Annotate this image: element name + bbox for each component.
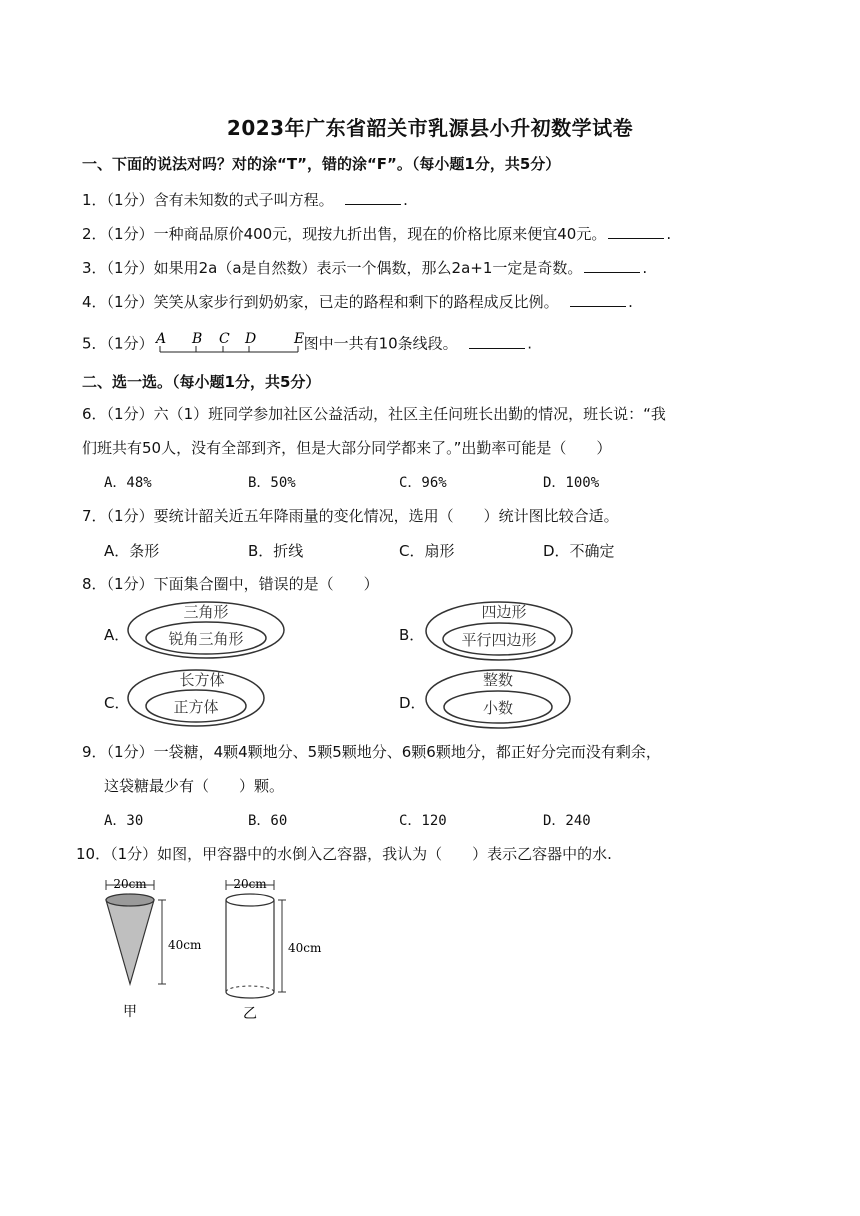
option-a[interactable]: A．48%: [104, 475, 152, 491]
outer-set-label: 三角形: [183, 603, 229, 621]
cylinder-height-label: 40cm: [288, 941, 322, 955]
question-8-line-1: 8．（1分）下面集合圈中，错误的是（ ）: [82, 575, 379, 593]
option-c[interactable]: C．120: [399, 813, 447, 829]
question-9-line-1: 9．（1分）一袋糖，4颗4颗地分、5颗5颗地分、6颗6颗地分，都正好分完而没有剩余，: [82, 743, 661, 761]
question-text: 图中一共有10条线段。: [303, 334, 458, 353]
question-number: 3．: [82, 259, 107, 277]
container-figure: [92, 872, 328, 1024]
question-number: 2．: [82, 225, 107, 243]
outer-set-label: 四边形: [481, 603, 527, 621]
question-5: [82, 330, 532, 358]
question-end: .: [403, 191, 408, 209]
question-7-line-1: 7．（1分）要统计韶关近五年降雨量的变化情况，选用（ ）统计图比较合适。: [82, 507, 619, 525]
set-diagram-b: [424, 600, 576, 662]
inner-set-label: 锐角三角形: [168, 630, 244, 648]
option-c[interactable]: C．: [104, 694, 130, 712]
cylinder-top-label: 20cm: [233, 877, 267, 891]
set-diagram-a: [126, 600, 290, 660]
question-text: 含有未知数的式子叫方程。: [153, 191, 334, 209]
inner-set-label: 小数: [482, 699, 514, 717]
question-score: （1分）: [106, 293, 154, 311]
question-text: 如果用2a（a是自然数）表示一个偶数，那么2a+1一定是奇数。: [153, 259, 583, 277]
inner-set-label: 正方体: [173, 698, 219, 716]
question-end: .: [628, 293, 633, 311]
option-b[interactable]: B．60: [248, 813, 288, 829]
question-text: 一种商品原价400元，现按九折出售，现在的价格比原来便宜40元。: [153, 225, 607, 243]
option-a[interactable]: A．: [104, 626, 130, 644]
question-6-line-2: 们班共有50人，没有全部到齐，但是大部分同学都来了。”出勤率可能是（ ）: [82, 439, 612, 457]
option-d[interactable]: D．不确定: [543, 542, 615, 560]
cone-name: 甲: [123, 1004, 137, 1020]
section-1-heading: 一、下面的说法对吗？对的涂“T”，错的涂“F”。（每小题1分，共5分）: [82, 155, 561, 173]
cylinder-container: [226, 877, 322, 1022]
option-c[interactable]: C．扇形: [399, 542, 455, 560]
point-label: A: [155, 331, 166, 347]
answer-blank[interactable]: [608, 224, 664, 239]
question-10-line-1: 10．（1分）如图，甲容器中的水倒入乙容器，我认为（ ）表示乙容器中的水.: [76, 845, 612, 863]
question-2: [82, 224, 671, 244]
section-2-heading: 二、选一选。（每小题1分，共5分）: [82, 373, 321, 391]
question-end: .: [527, 334, 533, 353]
option-b[interactable]: B．折线: [248, 542, 304, 560]
question-score: （1分）: [106, 334, 154, 353]
cone-height-label: 40cm: [168, 938, 202, 952]
question-4: [82, 292, 633, 312]
line-segment-figure: [154, 330, 304, 358]
option-d[interactable]: D．100%: [543, 475, 600, 491]
question-end: .: [666, 225, 672, 243]
option-d[interactable]: D．: [399, 694, 426, 712]
cylinder-name: 乙: [243, 1006, 257, 1022]
question-number: 4．: [82, 293, 107, 311]
set-diagram-c: [126, 668, 266, 728]
answer-blank[interactable]: [469, 334, 525, 349]
question-9-line-2: 这袋糖最少有（ ）颗。: [104, 777, 285, 795]
question-6-line-1: 6．（1分）六（1）班同学参加社区公益活动，社区主任问班长出勤的情况，班长说：“我: [82, 405, 666, 423]
answer-blank[interactable]: [345, 190, 401, 205]
question-number: 5．: [82, 334, 107, 353]
question-number: 1．: [82, 191, 107, 209]
outer-set-label: 整数: [482, 671, 514, 689]
option-d[interactable]: D．240: [543, 813, 591, 829]
question-score: （1分）: [106, 259, 154, 277]
point-label: B: [191, 331, 202, 347]
option-a[interactable]: A．30: [104, 813, 144, 829]
question-3: [82, 258, 647, 278]
inner-set-label: 平行四边形: [461, 631, 537, 649]
option-b[interactable]: B．: [399, 626, 425, 644]
exam-title: 2023年广东省韶关市乳源县小升初数学试卷: [226, 116, 634, 140]
outer-set-label: 长方体: [179, 671, 225, 689]
cone-container: [106, 877, 202, 1020]
set-diagram-d: [424, 668, 572, 730]
point-label: E: [293, 331, 304, 347]
option-a[interactable]: A．条形: [104, 542, 160, 560]
answer-blank[interactable]: [584, 258, 640, 273]
point-label: C: [218, 331, 230, 347]
question-text: 笑笑从家步行到奶奶家，已走的路程和剩下的路程成反比例。: [153, 293, 559, 311]
point-label: D: [244, 331, 256, 347]
cone-top-label: 20cm: [113, 877, 147, 891]
option-b[interactable]: B．50%: [248, 475, 296, 491]
question-score: （1分）: [106, 191, 154, 209]
question-score: （1分）: [106, 225, 154, 243]
answer-blank[interactable]: [570, 292, 626, 307]
option-c[interactable]: C．96%: [399, 475, 447, 491]
question-end: .: [642, 259, 648, 277]
question-1: [82, 190, 408, 210]
